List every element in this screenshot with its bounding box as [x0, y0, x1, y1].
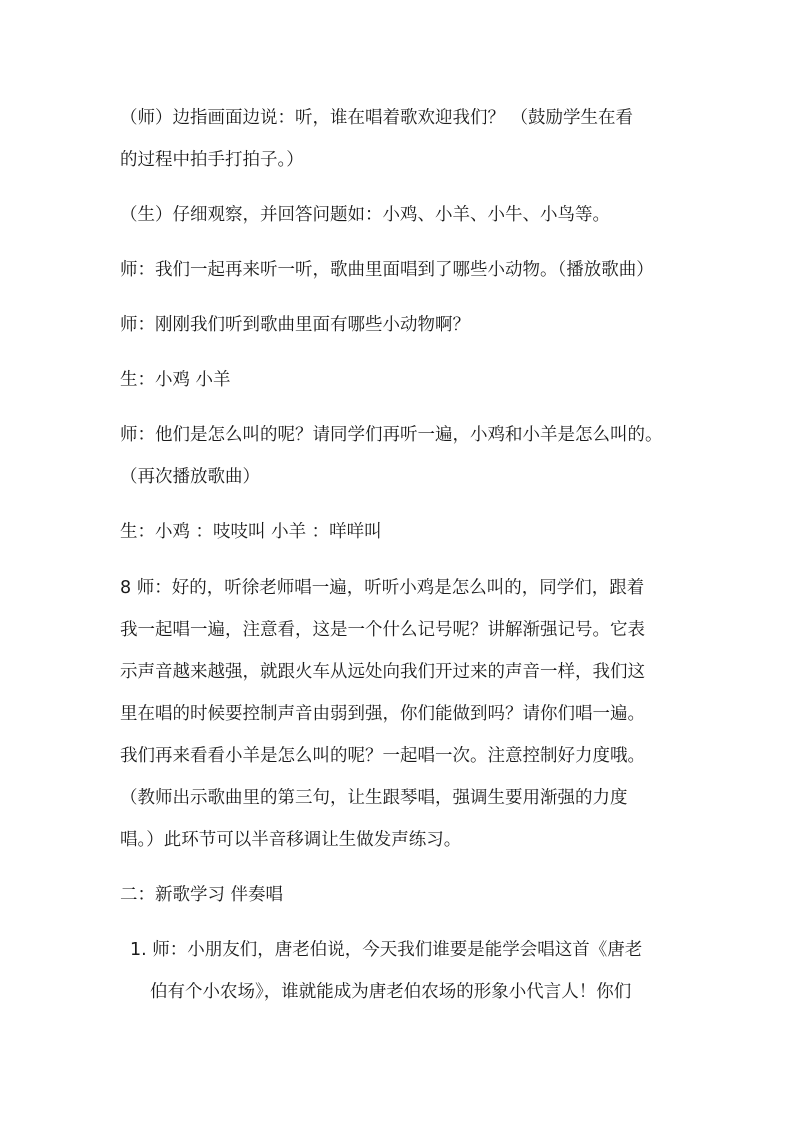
text-line: （教师出示歌曲里的第三句，让生跟琴唱，强调生要用渐强的力度 [120, 788, 628, 808]
text-line: 我们再来看看小羊是怎么叫的呢？一起唱一次。注意控制好力度哦。 [120, 746, 645, 766]
text-line: 师：他们是怎么叫的呢？请同学们再听一遍，小鸡和小羊是怎么叫的。 [120, 425, 663, 445]
text-line: 生：小鸡 ：吱吱叫 小羊 ：咩咩叫 [120, 522, 382, 542]
text-line: （再次播放歌曲） [120, 467, 260, 487]
list-item-continuation: 伯有个小农场》，谁就能成为唐老伯农场的形象小代言人！你们 [150, 982, 632, 1002]
text-line: （生）仔细观察，并回答问题如：小鸡、小羊、小牛、小鸟等。 [120, 205, 610, 225]
text-line: 师：我们一起再来听一听，歌曲里面唱到了哪些小动物。（播放歌曲） [120, 260, 654, 280]
list-item: 1. 师：小朋友们，唐老伯说，今天我们谁要是能学会唱这首《唐老 [130, 940, 643, 960]
section-heading: 二：新歌学习 伴奏唱 [120, 885, 284, 905]
text-line: （师）边指画面边说：听，谁在唱着歌欢迎我们？ （鼓励学生在看 [120, 108, 634, 128]
text-line: 我一起唱一遍，注意看，这是一个什么记号呢？讲解渐强记号。它表 [120, 620, 645, 640]
text-line: 的过程中拍手打拍子。） [120, 150, 304, 170]
text-line: 8 师：好的，听徐老师唱一遍，听听小鸡是怎么叫的，同学们，跟着 [120, 578, 645, 598]
text-line: 里在唱的时候要控制声音由弱到强，你们能做到吗？请你们唱一遍。 [120, 704, 645, 724]
text-line: 师：刚刚我们听到歌曲里面有哪些小动物啊？ [120, 315, 470, 335]
text-line: 示声音越来越强，就跟火车从远处向我们开过来的声音一样，我们这 [120, 662, 645, 682]
text-line: 生：小鸡 小羊 [120, 370, 231, 390]
text-line: 唱。）此环节可以半音移调让生做发声练习。 [120, 830, 462, 850]
